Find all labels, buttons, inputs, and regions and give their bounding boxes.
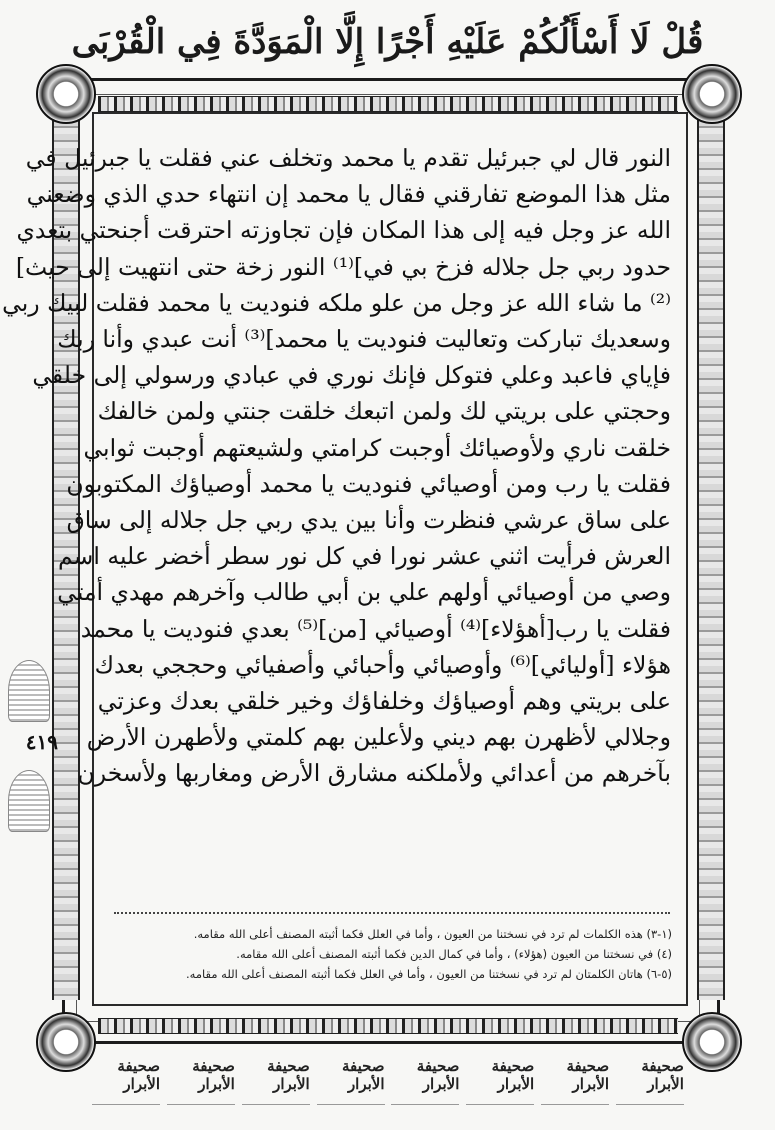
text-line: فإياي فاعبد وعلي فتوكل فإنك نوري في عبادي ورسولي إلى خلقي — [32, 361, 671, 390]
text-line: على ساق عرشي فنظرت وأنا بين يدي ربي جل جلاله إلى ساق — [66, 506, 671, 535]
corner-ornament-bottom-left — [36, 1012, 96, 1072]
text-line: ⁽²⁾ ما شاء الله عز وجل من علو ملكه فنوديت يا محمد فقلت لبيك ربي — [2, 288, 671, 317]
right-pillar-ornament — [697, 120, 725, 1000]
calligraphy-seal: صحيفة الأبرار — [616, 1046, 684, 1105]
footnote: (٥-٦) هاتان الكلمتان لم ترد في نسختنا من العيون ، وأما في العلل فكما أثبته المصنف أعلى الله مقامه. — [186, 967, 672, 981]
calligraphy-seal: صحيفة الأبرار — [466, 1046, 534, 1105]
text-line: وحجتي على بريتي لك ولمن اتبعك خلقت جنتي ولمن خالفك — [97, 397, 671, 426]
calligraphy-seal: صحيفة الأبرار — [242, 1046, 310, 1105]
text-line: خلقت ناري ولأوصيائك أوجبت كرامتي ولشيعتهم أوجبت ثوابي — [83, 433, 671, 462]
calligraphy-seal: صحيفة الأبرار — [167, 1046, 235, 1105]
text-line: الله عز وجل فيه إلى هذا المكان فإن تجاوزته احترقت أجنحتي بتعدي — [16, 216, 671, 245]
frame-top-band — [98, 96, 678, 112]
footnote-separator — [114, 912, 670, 914]
side-ornament-upper — [8, 660, 50, 722]
corner-ornament-bottom-right — [682, 1012, 742, 1072]
text-line: وسعديك تباركت وتعاليت فنوديت يا محمد]⁽³⁾ أنت عبدي وأنا ربك — [57, 325, 671, 354]
text-line: وجلالي لأظهرن بهم ديني ولأعلين بهم كلمتي ولأطهرن الأرض — [86, 723, 671, 752]
corner-ornament-top-right — [682, 64, 742, 124]
text-line: هؤلاء [أوليائي]⁽⁶⁾ وأوصيائي وأحبائي وأصفيائي وحججي بعدك — [94, 650, 671, 679]
text-line: مثل هذا الموضع تفارقني فقال يا محمد إن انتهاء حدي الذي وضعني — [26, 180, 671, 209]
bottom-seal-row — [92, 1040, 684, 1110]
page-number: ٤١٩ — [25, 730, 58, 754]
text-line: حدود ربي جل جلاله فزخ بي في]⁽¹⁾ النور زخة حتى انتهيت إلى حيث] — [15, 252, 671, 281]
calligraphy-seal: صحيفة الأبرار — [391, 1046, 459, 1105]
text-line: على بريتي وهم أوصياؤك وخلفاؤك وخير خلقي بعدك وعزتي — [97, 687, 671, 716]
calligraphy-seal: صحيفة الأبرار — [541, 1046, 609, 1105]
text-line: فقلت يا رب ومن أوصيائي فنوديت يا محمد أوصياؤك المكتوبون — [66, 469, 671, 498]
frame-bottom-band — [98, 1018, 678, 1034]
corner-ornament-top-left — [36, 64, 96, 124]
page-header-title: قُلْ لَا أَسْأَلُكُمْ عَلَيْهِ أَجْرًا إِلَّا الْمَوَدَّةَ فِي الْقُرْبَى — [71, 22, 704, 62]
text-line: فقلت يا رب[أهؤلاء]⁽⁴⁾ أوصيائي [من]⁽⁵⁾ بعدي فنوديت يا محمد — [80, 614, 671, 643]
side-ornament-lower — [8, 770, 50, 832]
text-line: النور قال لي جبرئيل تقدم يا محمد وتخلف عني فقلت يا جبرئيل في — [25, 144, 671, 172]
calligraphy-seal: صحيفة الأبرار — [92, 1046, 160, 1105]
calligraphy-seal: صحيفة الأبرار — [317, 1046, 385, 1105]
text-line: العرش فرأيت اثني عشر نورا في كل نور سطر أخضر عليه اسم — [58, 542, 671, 571]
footnote: (١-٣) هذه الكلمات لم ترد في نسختنا من العيون ، وأما في العلل فكما أثبته المصنف أعلى الله مقامه. — [193, 927, 672, 941]
text-line: بآخرهم من أعدائي ولأملكنه مشارق الأرض ومغاربها ولأسخرن — [77, 759, 671, 788]
footnote: (٤) في نسختنا من العيون (هؤلاء) ، وأما في كمال الدين فكما أثبته المصنف أعلى الله مقامه. — [236, 947, 672, 961]
footnotes-block — [112, 924, 672, 984]
text-line: وصي من أوصيائي أولهم علي بن أبي طالب وآخرهم مهدي أمتي — [57, 578, 671, 607]
